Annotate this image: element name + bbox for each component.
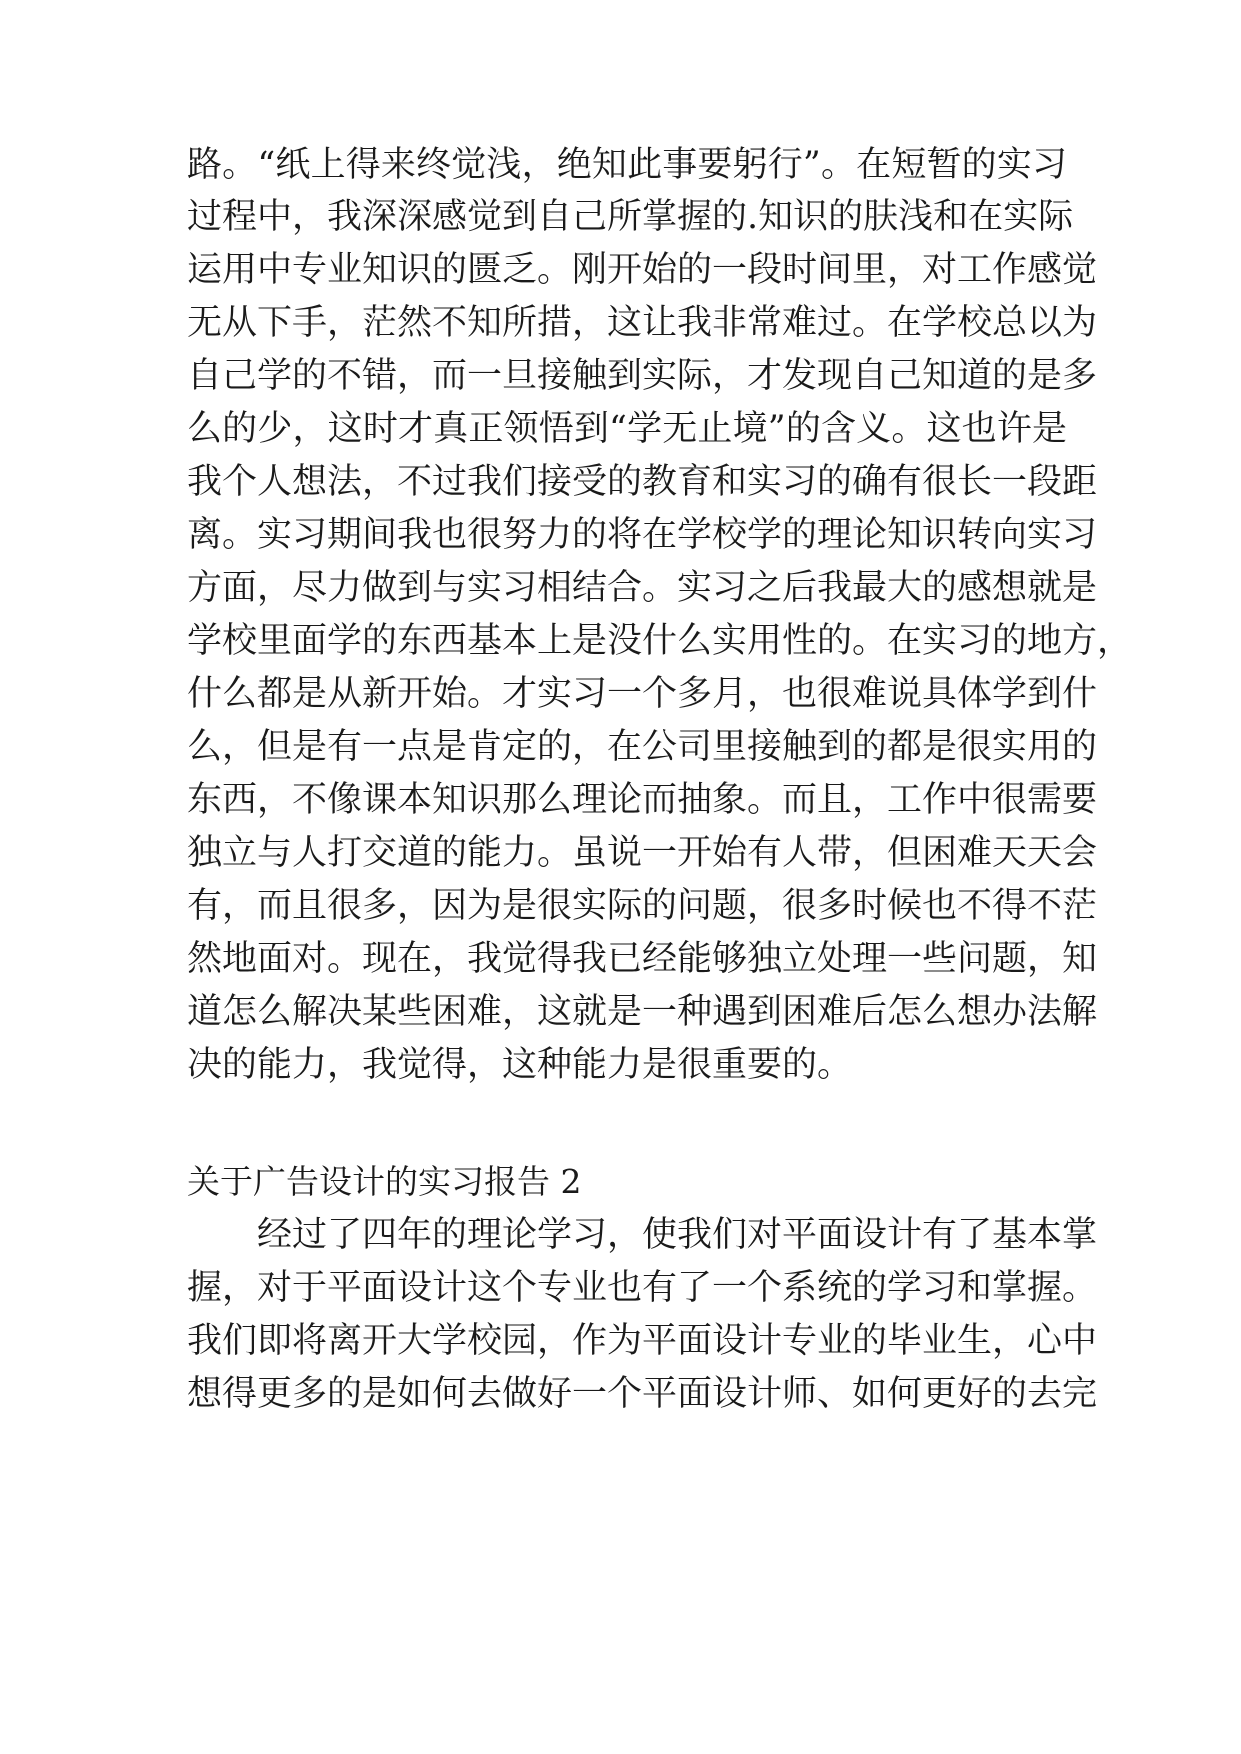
text-line: 有，而且很多，因为是很实际的问题，很多时候也不得不茫 [187, 886, 1098, 926]
text-line: 握，对于平面设计这个专业也有了一个系统的学习和掌握。 [187, 1268, 1098, 1308]
text-line: 离。实习期间我也很努力的将在学校学的理论知识转向实习 [187, 515, 1098, 555]
text-line: 我个人想法，不过我们接受的教育和实习的确有很长一段距 [187, 462, 1098, 502]
text-line: 么的少，这时才真正领悟到“学无止境”的含义。这也许是 [187, 409, 1067, 449]
text-line: 方面，尽力做到与实习相结合。实习之后我最大的感想就是 [187, 568, 1098, 608]
text-line: 东西，不像课本知识那么理论而抽象。而且，工作中很需要 [187, 780, 1098, 820]
text-line: 想得更多的是如何去做好一个平面设计师、如何更好的去完 [187, 1374, 1098, 1414]
text-line-last: 决的能力，我觉得，这种能力是很重要的。 [187, 1045, 853, 1085]
text-line: 路。“纸上得来终觉浅，绝知此事要躬行”。在短暂的实习 [187, 145, 1067, 185]
text-line: 自己学的不错，而一旦接触到实际，才发现自己知道的是多 [187, 356, 1098, 396]
text-line: 过程中，我深深感觉到自己所掌握的.知识的肤浅和在实际 [187, 197, 1074, 237]
text-line: 道怎么解决某些困难，这就是一种遇到困难后怎么想办法解 [187, 992, 1098, 1032]
text-line: 无从下手，茫然不知所措，这让我非常难过。在学校总以为 [187, 303, 1098, 343]
text-line: 什么都是从新开始。才实习一个多月，也很难说具体学到什 [187, 674, 1098, 714]
text-line: 我们即将离开大学校园，作为平面设计专业的毕业生，心中 [187, 1321, 1098, 1361]
text-line: 么，但是有一点是肯定的，在公司里接触到的都是很实用的 [187, 727, 1098, 767]
text-line: 经过了四年的理论学习，使我们对平面设计有了基本掌 [187, 1215, 1098, 1255]
text-line: 学校里面学的东西基本上是没什么实用性的。在实习的地方， [187, 621, 1133, 661]
text-line: 运用中专业知识的匮乏。刚开始的一段时间里，对工作感觉 [187, 250, 1098, 290]
text-line: 独立与人打交道的能力。虽说一开始有人带，但困难天天会 [187, 833, 1098, 873]
section-heading: 关于广告设计的实习报告 2 [187, 1162, 582, 1201]
text-line: 然地面对。现在，我觉得我已经能够独立处理一些问题，知 [187, 939, 1098, 979]
